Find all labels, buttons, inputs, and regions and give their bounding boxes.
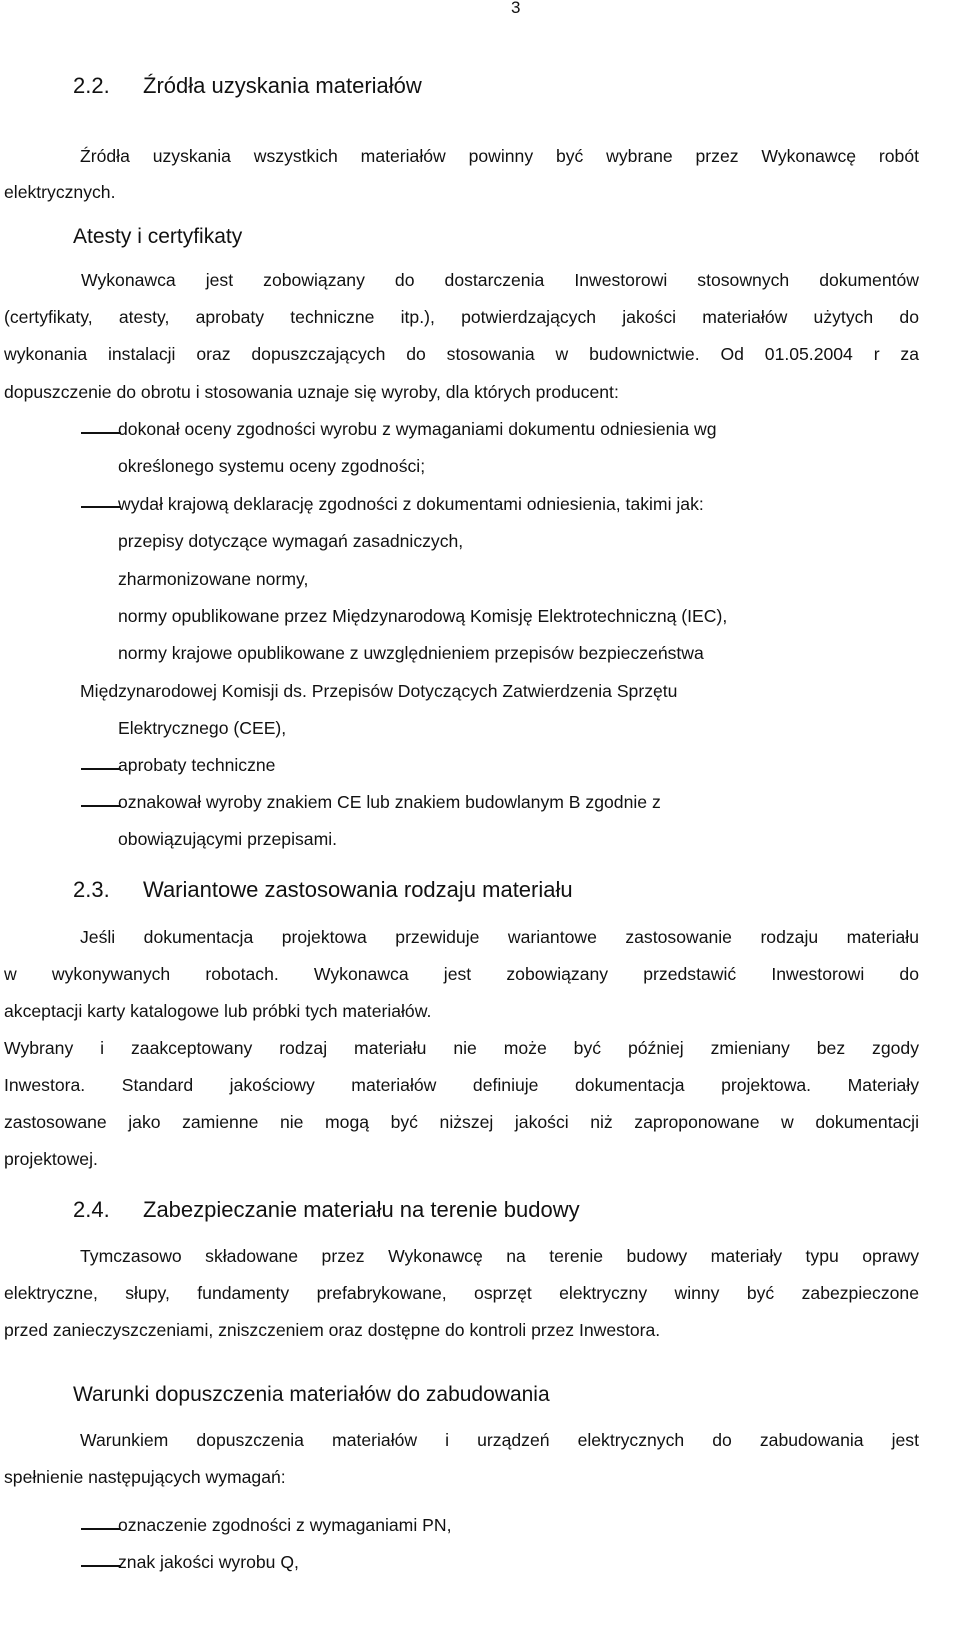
paragraph-line: przed zanieczyszczeniami, zniszczeniem oraz dostępne do kontroli przez Inwestora.	[4, 1320, 661, 1340]
list-item-text: obowiązującymi przepisami.	[118, 829, 338, 849]
section-number: 2.3.	[73, 877, 110, 902]
paragraph-line: (certyfikaty, atesty, aprobaty techniczne itp.), potwierdzających jakości materiałów użytych do	[4, 307, 919, 327]
paragraph-line: Inwestora. Standard jakościowy materiałów definiuje dokumentacja projektowa. Materiały	[4, 1075, 919, 1095]
section-title: Zabezpieczanie materiału na terenie budowy	[143, 1197, 580, 1222]
paragraph-line: Warunkiem dopuszczenia materiałów i urządzeń elektrycznych do zabudowania jest	[80, 1430, 919, 1450]
paragraph-line: elektryczne, słupy, fundamenty prefabrykowane, osprzęt elektryczny winny być zabezpieczone	[4, 1283, 919, 1303]
list-item-text: Międzynarodowej Komisji ds. Przepisów Dotyczących Zatwierdzenia Sprzętu	[80, 681, 678, 701]
subheading-atesty: Atesty i certyfikaty	[73, 225, 243, 248]
section-number: 2.4.	[73, 1197, 110, 1222]
list-item-text: wydał krajową deklarację zgodności z dokumentami odniesienia, takimi jak:	[118, 494, 704, 514]
paragraph-line: Jeśli dokumentacja projektowa przewiduje wariantowe zastosowanie rodzaju materiału	[80, 927, 919, 947]
section-heading-2-4	[73, 1197, 773, 1225]
list-dash	[81, 768, 121, 770]
list-item-text: zharmonizowane normy,	[118, 569, 309, 589]
section-number: 2.2.	[73, 73, 110, 98]
list-dash	[81, 1528, 121, 1530]
list-item-text: normy krajowe opublikowane z uwzględnieniem przepisów bezpieczeństwa	[118, 643, 704, 663]
list-dash	[81, 1565, 121, 1567]
paragraph-line: akceptacji karty katalogowe lub próbki tych materiałów.	[4, 1001, 432, 1021]
paragraph-line: zastosowane jako zamienne nie mogą być niższej jakości niż zaproponowane w dokumentacji	[4, 1112, 919, 1132]
paragraph-line: dopuszczenie do obrotu i stosowania uznaje się wyroby, dla których producent:	[4, 382, 619, 402]
list-item-text: określonego systemu oceny zgodności;	[118, 456, 426, 476]
list-item-text: Elektrycznego (CEE),	[118, 718, 287, 738]
list-dash	[81, 432, 121, 434]
list-item-text: znak jakości wyrobu Q,	[118, 1552, 299, 1572]
paragraph-line: Źródła uzyskania wszystkich materiałów powinny być wybrane przez Wykonawcę robót	[80, 146, 919, 166]
paragraph-line: spełnienie następujących wymagań:	[4, 1467, 286, 1487]
paragraph-line: Wykonawca jest zobowiązany do dostarczenia Inwestorowi stosownych dokumentów	[81, 270, 919, 290]
section-title: Źródła uzyskania materiałów	[143, 73, 422, 98]
subheading-warunki: Warunki dopuszczenia materiałów do zabudowania	[73, 1383, 550, 1406]
list-dash	[81, 805, 121, 807]
paragraph-line: projektowej.	[4, 1149, 98, 1169]
section-heading-2-3	[73, 877, 773, 905]
list-dash	[81, 506, 121, 508]
paragraph-line: wykonania instalacji oraz dopuszczających do stosowania w budownictwie. Od 01.05.2004 r za	[4, 344, 919, 364]
paragraph-line: Tymczasowo składowane przez Wykonawcę na terenie budowy materiały typu oprawy	[80, 1246, 919, 1266]
list-item-text: przepisy dotyczące wymagań zasadniczych,	[118, 531, 464, 551]
paragraph-line: elektrycznych.	[4, 182, 116, 202]
paragraph-line: w wykonywanych robotach. Wykonawca jest zobowiązany przedstawić Inwestorowi do	[4, 964, 919, 984]
page-number: 3	[511, 0, 521, 17]
section-title: Wariantowe zastosowania rodzaju materiału	[143, 877, 573, 902]
list-item-text: oznaczenie zgodności z wymaganiami PN,	[118, 1515, 452, 1535]
paragraph-line: Wybrany i zaakceptowany rodzaj materiału nie może być później zmieniany bez zgody	[4, 1038, 919, 1058]
list-item-text: aprobaty techniczne	[118, 755, 276, 775]
list-item-text: oznakował wyroby znakiem CE lub znakiem budowlanym B zgodnie z	[118, 792, 661, 812]
list-item-text: dokonał oceny zgodności wyrobu z wymaganiami dokumentu odniesienia wg	[118, 419, 717, 439]
list-item-text: normy opublikowane przez Międzynarodową Komisję Elektrotechniczną (IEC),	[118, 606, 728, 626]
section-heading-2-2	[73, 73, 673, 101]
